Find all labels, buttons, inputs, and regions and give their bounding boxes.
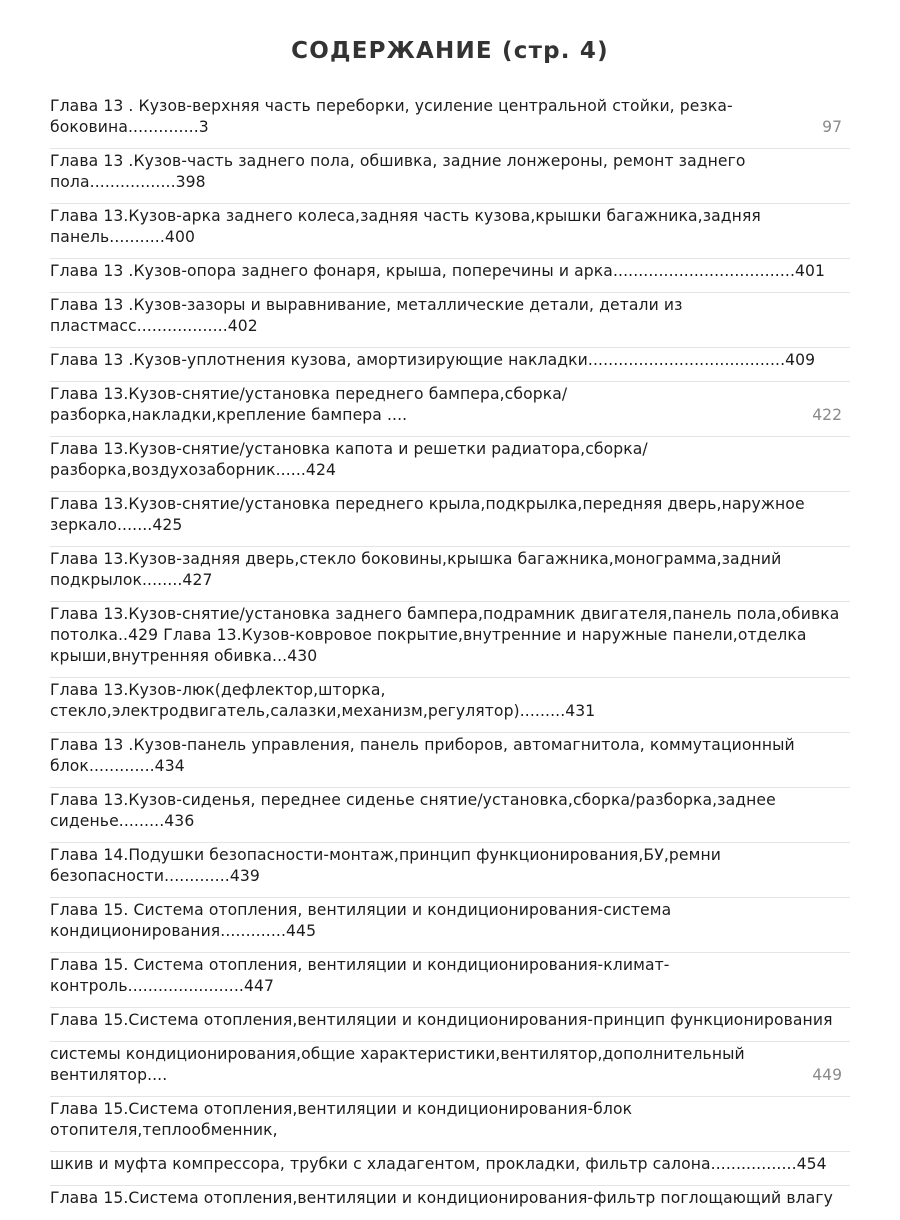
toc-entry[interactable] [50, 259, 850, 293]
toc-entry[interactable] [50, 953, 850, 1008]
toc-entry-text: Глава 13.Кузов-сиденья, переднее сиденье снятие/установка,сборка/разборка,заднее сиденье.........436 [50, 791, 776, 830]
toc-entry[interactable] [50, 898, 850, 953]
toc-entry-text: Глава 15. Система отопления, вентиляции и кондиционирования-климат- контроль.......................447 [50, 956, 670, 995]
toc-entry[interactable] [50, 492, 850, 547]
toc-entry[interactable] [50, 1008, 850, 1042]
toc-entry-text: Глава 15.Система отопления,вентиляции и кондиционирования-блок отопителя,теплообменник, [50, 1100, 633, 1139]
toc-entry-text: шкив и муфта компрессора, трубки с хладагентом, прокладки, фильтр салона.................454 [50, 1155, 827, 1173]
toc-entry-text: Глава 13 .Кузов-часть заднего пола, обшивка, задние лонжероны, ремонт заднего пола.................398 [50, 152, 746, 191]
toc-entry-page: 449 [812, 1066, 842, 1084]
toc-entry[interactable] [50, 94, 850, 149]
toc-entry-text: Глава 13.Кузов-снятие/установка переднего крыла,подкрылка,передняя дверь,наружное зеркало.......425 [50, 495, 805, 534]
toc-entry-text: Глава 13 .Кузов-зазоры и выравнивание, металлические детали, детали из пластмасс..................402 [50, 296, 683, 335]
toc-entry[interactable] [50, 602, 850, 678]
toc-entry-text: системы кондиционирования,общие характеристики,вентилятор,дополнительный вентилятор.... [50, 1045, 745, 1084]
toc-entry-text: Глава 15.Система отопления,вентиляции и кондиционирования-фильтр поглощающий влагу [50, 1189, 833, 1207]
toc-entry[interactable] [50, 788, 850, 843]
toc-entry[interactable] [50, 348, 850, 382]
toc-entry-text: Глава 13 .Кузов-опора заднего фонаря, крыша, поперечины и арка....................................401 [50, 262, 826, 280]
toc-entry-text: Глава 13.Кузов-люк(дефлектор,шторка, стекло,электродвигатель,салазки,механизм,регулятор).........431 [50, 681, 596, 720]
toc-entry[interactable] [50, 1186, 850, 1220]
toc-entry[interactable] [50, 293, 850, 348]
toc-entry-page: 97 [822, 118, 842, 136]
toc-entry-text: Глава 15.Система отопления,вентиляции и кондиционирования-принцип функционирования [50, 1011, 833, 1029]
toc-entry[interactable] [50, 149, 850, 204]
toc-entry[interactable] [50, 437, 850, 492]
toc-entry[interactable] [50, 843, 850, 898]
page-title: СОДЕРЖАНИЕ (стр. 4) [291, 38, 609, 64]
toc-entry-text: Глава 13.Кузов-арка заднего колеса,задняя часть кузова,крышки багажника,задняя панель...........400 [50, 207, 761, 246]
toc-entry[interactable] [50, 204, 850, 259]
toc-entry[interactable] [50, 733, 850, 788]
toc-entry-page: 422 [812, 406, 842, 424]
toc-entry-text: Глава 14.Подушки безопасности-монтаж,принцип функционирования,БУ,ремни безопасности.............439 [50, 846, 721, 885]
toc-entry[interactable] [50, 1152, 850, 1186]
toc-entry[interactable] [50, 1097, 850, 1152]
toc-entry-text: Глава 13 . Кузов-верхняя часть переборки, усиление центральной стойки, резка- боковина..............3 [50, 97, 733, 136]
toc-entry[interactable] [50, 1042, 850, 1097]
toc-entry[interactable] [50, 547, 850, 602]
toc-entry[interactable] [50, 678, 850, 733]
toc-entry-text: Глава 13.Кузов-снятие/установка переднего бампера,сборка/ разборка,накладки,крепление бампера .... [50, 385, 568, 424]
toc-entry-text: Глава 13.Кузов-задняя дверь,стекло боковины,крышка багажника,монограмма,задний подкрылок........427 [50, 550, 782, 589]
toc-entry-text: Глава 13.Кузов-снятие/установка капота и решетки радиатора,сборка/ разборка,воздухозаборник......424 [50, 440, 648, 479]
toc-entry-text: Глава 13 .Кузов-панель управления, панель приборов, автомагнитола, коммутационный блок.............434 [50, 736, 795, 775]
table-of-contents [50, 94, 850, 1220]
toc-entry[interactable] [50, 382, 850, 437]
toc-entry-text: Глава 13.Кузов-снятие/установка заднего бампера,подрамник двигателя,панель пола,обивка потолка..429 Глава 13.Кузов-ковровое покрытие,внутренние и наружные панели,отделка крыши,внутренняя обивка...430 [50, 605, 840, 665]
toc-entry-text: Глава 13 .Кузов-уплотнения кузова, амортизирующие накладки.......................................409 [50, 351, 816, 369]
toc-entry-text: Глава 15. Система отопления, вентиляции и кондиционирования-система кондиционирования.............445 [50, 901, 672, 940]
